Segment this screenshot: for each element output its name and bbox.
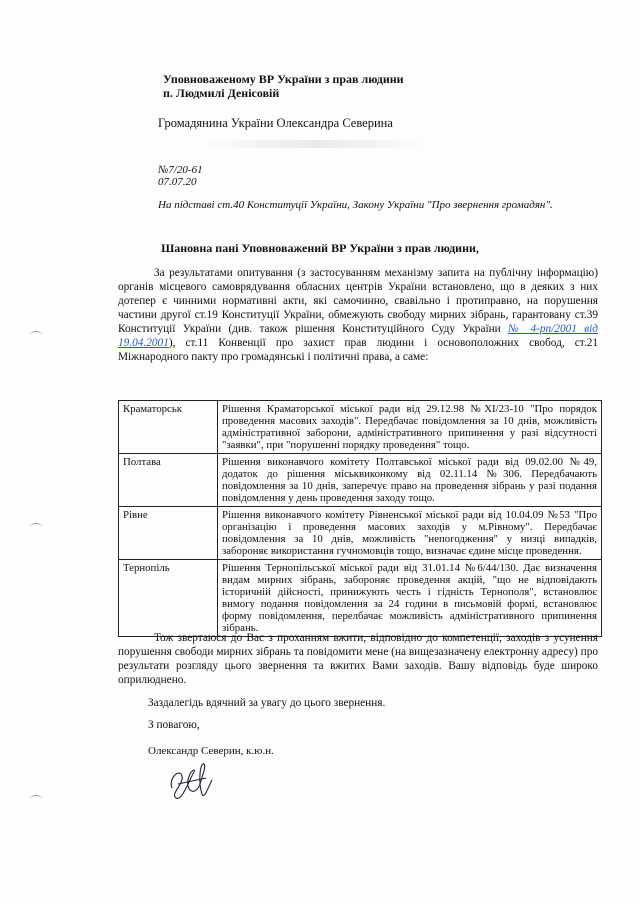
addressee-line-2: п. Людмилі Денісовій [163,86,280,100]
table-row [119,507,602,560]
author-line: Олександр Северин, к.ю.н. [148,745,274,757]
city-cell: Тернопіль [119,560,218,637]
city-cell: Рівне [119,507,218,560]
table-row [119,560,602,637]
margin-mark [30,331,42,338]
body-text-end: ), ст.11 Конвенції про захист прав людини і основоположних свобод, ст.21 Міжнародного пакту про громадянські і політичні права, а саме: [118,337,598,363]
closing-paragraph [118,631,598,687]
decision-cell: Рішення виконавчого комітету Рівненської міської ради від 10.04.09 №53 "Про організацію і проведення масових заходів у м.Рівному". Передбачає повідомлення за 10 днів, можливість "непогодження" у низці випадків, забороняє використання гучномовців тощо, визначає єдине місце проведення. [218,507,602,560]
margin-mark [30,523,42,530]
redacted-smudge [200,140,430,148]
decision-cell: Рішення Краматорської міської ради від 29.12.98 №XI/23-10 "Про порядок проведення масових заходів". Передбачає повідомлення за 10 днів, можливість адміністративної заборони, адміністративного припинення у разі відсутності "заявки", при "порушенні порядку проведення" тощо. [218,401,602,454]
greeting: Шановна пані Уповноважений ВР України з прав людини, [161,241,479,255]
sender-line: Громадянина України Олександра Северина [158,116,393,130]
decision-cell: Рішення Тернопільської міської ради від 31.01.14 №6/44/130. Дає визначення видам мирних зібрань, забороняє проведення акцій, "що не відповідають історичній дійсності, принижують честь і гідність Тернополя", встановлює вимогу подання повідомлення за 24 години в письмовій формі, встановлює форму повідомлення, перелбачає можливість адміністративного припинення зібрань. [218,560,602,637]
table-row [119,401,602,454]
body-text-start: За результатами опитування (з застосуванням механізму запита на публічну інформацію) органів місцевого самоврядування обласних центрів України встановлено, що в деяких з них дотепер є чинними нормативні акти, які самочинно, свавільно і протиправно, на порушення частини другої ст.19 Конституції України, обмежують свободу мирних зібрань, гарантовану ст.39 Конституції України (див. також рішення Конституційного Суду України [118,267,598,335]
reference-block [158,164,203,188]
cities-table [118,400,602,637]
thanks-line: Заздалегідь вдячний за увагу до цього звернення. [148,697,386,709]
handwritten-signature [160,758,220,804]
reference-number: №7/20-61 [158,164,203,176]
reference-date: 07.07.20 [158,176,197,188]
city-cell: Краматорськ [119,401,218,454]
regards-line: З повагою, [148,719,200,731]
addressee-line-1: Уповноваженому ВР України з прав людини [163,72,404,86]
closing-text: Тож звертаюся до Вас з проханням вжити, відповідно до компетенції, заходів з усунення порушення свободи мирних зібрань та повідомити мене (на вищезазначену електронну адресу) про результати розгляду цього звернення та вжитих Вами заходів. Вашу відповідь буде широко оприлюднено. [118,632,598,686]
legal-basis: На підставі ст.40 Конституції України, Закону України "Про звернення громадян". [158,199,553,211]
table-row [119,454,602,507]
margin-mark [30,795,42,802]
body-paragraph [118,266,598,364]
city-cell: Полтава [119,454,218,507]
court-decision-link[interactable]: № 4-рп/2001 від 19.04.2001 [118,323,599,349]
decision-cell: Рішення виконавчого комітету Полтавської міської ради від 09.02.00 №49, додаток до рішення міськвиконкому від 02.11.14 №306. Передбачають повідомлення за 10 днів, заперечує право на проведення зібрань у разі подання повідомлення у день проведення заходу тощо. [218,454,602,507]
